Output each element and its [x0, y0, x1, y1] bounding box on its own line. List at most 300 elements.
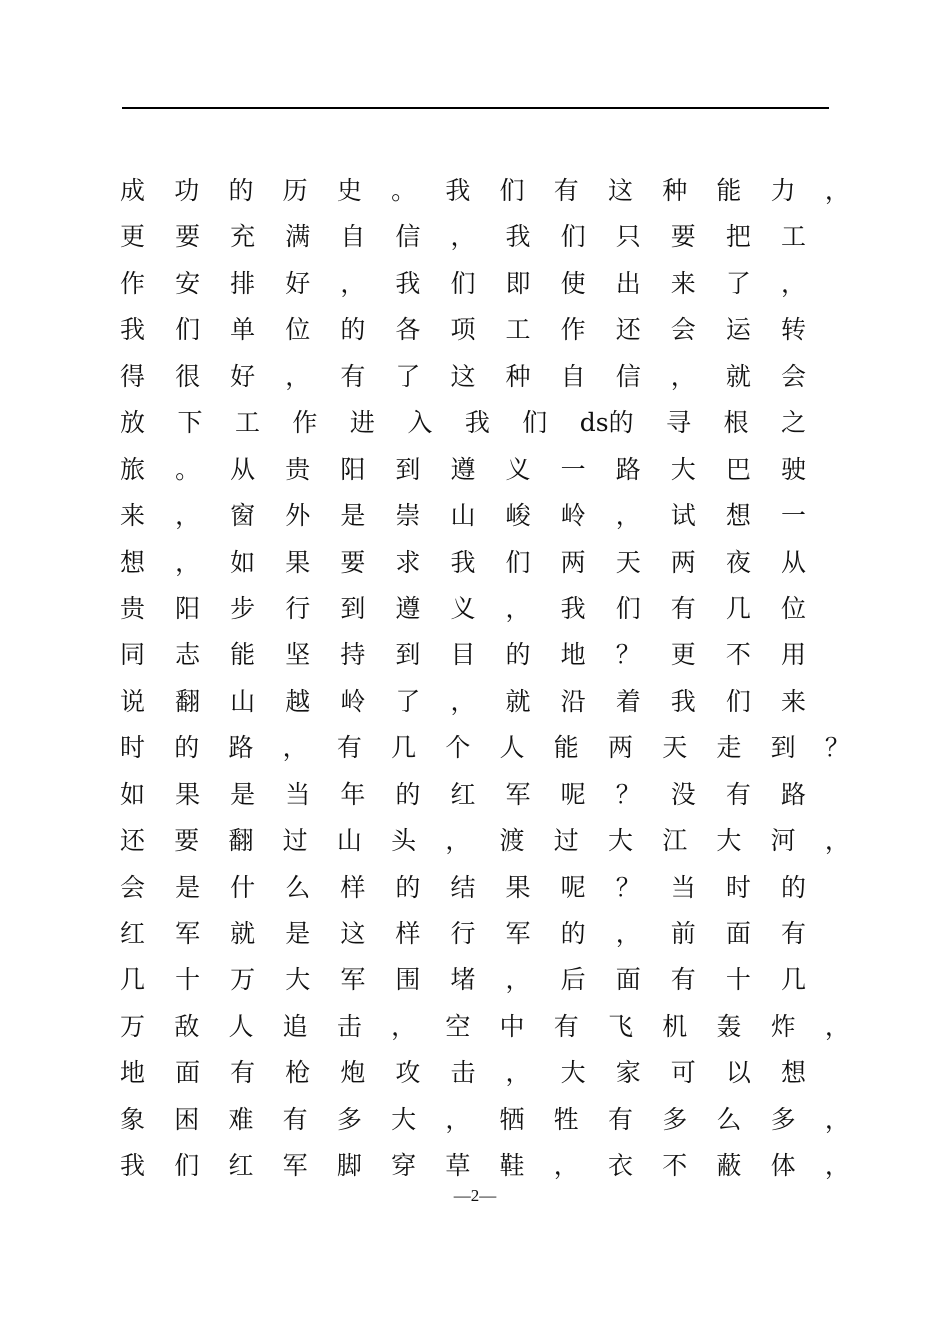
text-char: 年 — [340, 779, 366, 809]
text-char: ， — [285, 361, 311, 391]
text-char: 遵 — [450, 454, 476, 484]
text-char: 说 — [120, 686, 146, 716]
text-char: 要 — [340, 547, 366, 577]
text-char: 满 — [285, 222, 311, 252]
text-char: 更 — [120, 222, 146, 252]
page-number: —2— — [453, 1186, 497, 1205]
text-char: 位 — [780, 593, 806, 623]
text-char: 要 — [174, 826, 200, 856]
text-char: 很 — [175, 361, 201, 391]
text-char: 枪 — [285, 1058, 311, 1088]
text-char: 们 — [450, 268, 476, 298]
text-char: 红 — [450, 779, 476, 809]
text-char: 行 — [285, 593, 311, 623]
text-char: 大 — [607, 826, 633, 856]
text-char: 是 — [285, 919, 311, 948]
text-char: 轰 — [716, 1011, 742, 1041]
text-char: 呢 — [560, 779, 586, 809]
text-char: 时 — [120, 733, 146, 763]
text-char: 行 — [450, 919, 476, 948]
text-char: 渡 — [499, 826, 525, 856]
text-char: 果 — [285, 547, 311, 577]
text-char: 大 — [560, 1058, 586, 1088]
text-char: 到 — [770, 733, 796, 763]
text-char: 当 — [670, 872, 696, 902]
text-char: 几 — [391, 733, 417, 763]
text-char: 力 — [770, 176, 796, 205]
text-char: 翻 — [175, 686, 201, 716]
text-char: 们 — [615, 593, 641, 623]
text-char: 牲 — [553, 1104, 579, 1134]
text-char: 转 — [780, 315, 806, 345]
text-char: 排 — [230, 268, 256, 298]
text-char: 能 — [553, 733, 579, 763]
text-char: 炮 — [340, 1058, 366, 1088]
text-char: 充 — [230, 222, 256, 252]
text-char: 试 — [670, 501, 696, 531]
text-char: 我 — [670, 686, 696, 716]
text-char: 以 — [725, 1058, 751, 1088]
text-line — [120, 214, 806, 260]
text-char: 崇 — [395, 501, 421, 531]
text-line — [120, 447, 806, 493]
text-line — [120, 493, 806, 539]
text-char: 有 — [553, 176, 579, 205]
text-char: 使 — [560, 268, 586, 298]
text-char: 有 — [607, 1104, 633, 1134]
text-char: 体 — [770, 1151, 796, 1181]
text-char: 多 — [336, 1104, 362, 1134]
text-char: 围 — [395, 965, 421, 995]
text-line — [120, 354, 806, 400]
text-char: 有 — [780, 919, 806, 948]
text-char: 这 — [340, 919, 366, 948]
text-char: 好 — [285, 268, 311, 298]
text-char: 想 — [120, 547, 146, 577]
text-char: 成 — [120, 176, 146, 205]
text-line — [120, 911, 806, 957]
text-char: 信 — [395, 222, 421, 252]
text-char: 这 — [607, 176, 633, 205]
text-char: 不 — [662, 1151, 688, 1181]
text-char: 前 — [670, 919, 696, 948]
text-char: 之 — [780, 408, 806, 438]
text-char: 两 — [560, 547, 586, 577]
text-char: 志 — [175, 640, 201, 670]
text-char: 只 — [615, 222, 641, 252]
text-char: 我 — [505, 222, 531, 252]
text-char: 能 — [716, 176, 742, 205]
text-char: 们 — [505, 547, 531, 577]
text-char: 山 — [230, 686, 256, 716]
text-char: 没 — [670, 779, 696, 809]
text-char: 好 — [230, 361, 256, 391]
text-char: 同 — [120, 640, 146, 670]
text-char: 作 — [292, 408, 318, 438]
text-char: 越 — [285, 686, 311, 716]
text-char: 难 — [228, 1104, 254, 1134]
text-char: 会 — [780, 361, 806, 391]
text-char: 即 — [505, 268, 531, 298]
text-char: 着 — [615, 686, 641, 716]
text-char: 红 — [120, 919, 146, 948]
text-char: 困 — [174, 1104, 200, 1134]
text-char: 有 — [725, 779, 751, 809]
text-char: 要 — [175, 222, 201, 252]
text-char: 岭 — [340, 686, 366, 716]
text-char: 贵 — [285, 454, 311, 484]
text-char: 象 — [120, 1104, 146, 1134]
text-char: 么 — [285, 872, 311, 902]
text-line — [120, 168, 850, 214]
text-char: 天 — [662, 733, 688, 763]
text-char: 想 — [780, 1058, 806, 1088]
text-char: 求 — [395, 547, 421, 577]
text-char: ， — [450, 222, 476, 252]
text-line — [120, 957, 806, 1003]
text-char: 我 — [560, 593, 586, 623]
text-char: ， — [445, 1104, 471, 1134]
text-char: 的 — [560, 919, 586, 948]
text-char: 从 — [230, 454, 256, 484]
text-char: ， — [780, 268, 806, 298]
text-char: 来 — [120, 501, 146, 531]
text-char: ， — [824, 1011, 850, 1041]
text-char: 我 — [445, 176, 471, 205]
body-text — [120, 168, 850, 1190]
text-char: 地 — [560, 640, 586, 670]
text-char: 果 — [505, 872, 531, 902]
text-char: 旅 — [120, 454, 146, 484]
text-char: 几 — [120, 965, 146, 995]
text-char: 军 — [175, 919, 201, 948]
text-char: 我 — [395, 268, 421, 298]
text-line — [120, 540, 806, 586]
text-char: 脚 — [336, 1151, 362, 1181]
text-char: 入 — [407, 408, 433, 438]
text-char: 飞 — [607, 1011, 633, 1041]
text-char: 们 — [499, 176, 525, 205]
text-char: 天 — [615, 547, 641, 577]
text-char: ， — [450, 686, 476, 716]
text-char: 有 — [670, 593, 696, 623]
text-char: 遵 — [395, 593, 421, 623]
text-char: 的 — [340, 315, 366, 345]
text-char: 万 — [230, 965, 256, 995]
text-char: 山 — [450, 501, 476, 531]
text-char: 翻 — [228, 826, 254, 856]
text-char: 们 — [560, 222, 586, 252]
text-char: 万 — [120, 1011, 146, 1041]
text-char: 驶 — [780, 454, 806, 484]
text-char: 衣 — [607, 1151, 633, 1181]
text-char: 我 — [120, 315, 146, 345]
text-char: 们 — [725, 686, 751, 716]
text-char: ds的 — [579, 408, 634, 438]
text-char: 项 — [450, 315, 476, 345]
text-char: 如 — [120, 779, 146, 809]
text-char: 义 — [450, 593, 476, 623]
text-line — [120, 818, 850, 864]
text-char: 呢 — [560, 872, 586, 902]
text-char: 进 — [349, 408, 375, 438]
text-char: 了 — [725, 268, 751, 298]
text-char: 是 — [230, 779, 256, 809]
text-char: 时 — [725, 872, 751, 902]
text-char: 红 — [228, 1151, 254, 1181]
text-char: 几 — [725, 593, 751, 623]
text-char: 作 — [560, 315, 586, 345]
text-char: 果 — [175, 779, 201, 809]
text-char: 两 — [670, 547, 696, 577]
text-char: 寻 — [666, 408, 692, 438]
text-char: 军 — [282, 1151, 308, 1181]
text-char: 后 — [560, 965, 586, 995]
text-char: 十 — [175, 965, 201, 995]
text-char: 我 — [450, 547, 476, 577]
text-char: ？ — [615, 779, 641, 809]
text-char: 的 — [174, 733, 200, 763]
text-char: 堵 — [450, 965, 476, 995]
text-char: 把 — [725, 222, 751, 252]
text-char: ， — [445, 826, 471, 856]
text-char: 单 — [230, 315, 256, 345]
text-char: ， — [615, 501, 641, 531]
text-char: 机 — [662, 1011, 688, 1041]
text-char: 军 — [505, 919, 531, 948]
text-char: 人 — [499, 733, 525, 763]
text-char: ， — [505, 1058, 531, 1088]
text-char: 持 — [340, 640, 366, 670]
text-char: ， — [553, 1151, 579, 1181]
text-char: 峻 — [505, 501, 531, 531]
text-line — [120, 865, 806, 911]
text-char: 大 — [285, 965, 311, 995]
text-char: 十 — [725, 965, 751, 995]
text-char: 有 — [340, 361, 366, 391]
text-char: 头 — [391, 826, 417, 856]
text-char: 坚 — [285, 640, 311, 670]
text-line — [120, 400, 806, 446]
text-char: 的 — [395, 872, 421, 902]
text-char: 大 — [391, 1104, 417, 1134]
text-char: 夜 — [725, 547, 751, 577]
text-char: 击 — [450, 1058, 476, 1088]
text-char: 面 — [615, 965, 641, 995]
text-char: 用 — [780, 640, 806, 670]
text-char: 史 — [336, 176, 362, 205]
text-char: ， — [615, 919, 641, 948]
text-char: 的 — [228, 176, 254, 205]
text-char: 义 — [505, 454, 531, 484]
text-char: 来 — [670, 268, 696, 298]
text-char: 运 — [725, 315, 751, 345]
text-char: 到 — [340, 593, 366, 623]
text-char: 。 — [175, 454, 201, 484]
text-char: 作 — [120, 268, 146, 298]
text-char: 蔽 — [716, 1151, 742, 1181]
text-char: 信 — [615, 361, 641, 391]
text-char: 空 — [445, 1011, 471, 1041]
text-char: 们 — [174, 1151, 200, 1181]
text-char: 鞋 — [499, 1151, 525, 1181]
text-char: 样 — [340, 872, 366, 902]
text-char: 当 — [285, 779, 311, 809]
text-char: 到 — [395, 640, 421, 670]
text-char: ， — [175, 501, 201, 531]
header-rule — [122, 107, 829, 109]
text-char: 几 — [780, 965, 806, 995]
text-char: 我 — [120, 1151, 146, 1181]
text-char: 面 — [725, 919, 751, 948]
text-char: 更 — [670, 640, 696, 670]
text-char: 有 — [553, 1011, 579, 1041]
text-char: ， — [824, 1151, 850, 1181]
text-char: ？ — [615, 872, 641, 902]
text-char: 就 — [725, 361, 751, 391]
text-line — [120, 1097, 850, 1143]
text-char: 历 — [282, 176, 308, 205]
text-char: 牺 — [499, 1104, 525, 1134]
text-char: 根 — [723, 408, 749, 438]
text-char: 可 — [670, 1058, 696, 1088]
text-char: 一 — [780, 501, 806, 531]
text-line — [120, 1143, 850, 1189]
text-char: ， — [505, 965, 531, 995]
text-line — [120, 1050, 806, 1096]
text-line — [120, 725, 850, 771]
text-char: 到 — [395, 454, 421, 484]
text-char: 我 — [464, 408, 490, 438]
text-char: 阳 — [175, 593, 201, 623]
text-char: 草 — [445, 1151, 471, 1181]
text-char: 大 — [670, 454, 696, 484]
text-char: 来 — [780, 686, 806, 716]
text-char: 会 — [120, 872, 146, 902]
text-char: 工 — [234, 408, 260, 438]
text-char: 江 — [662, 826, 688, 856]
text-line — [120, 586, 806, 632]
text-char: 贵 — [120, 593, 146, 623]
text-char: 了 — [395, 686, 421, 716]
text-char: 多 — [662, 1104, 688, 1134]
text-char: 多 — [770, 1104, 796, 1134]
text-char: 位 — [285, 315, 311, 345]
text-char: 家 — [615, 1058, 641, 1088]
text-line — [120, 632, 806, 678]
text-char: 安 — [175, 268, 201, 298]
text-char: 的 — [505, 640, 531, 670]
text-char: 巴 — [725, 454, 751, 484]
text-char: 目 — [450, 640, 476, 670]
text-char: 路 — [615, 454, 641, 484]
text-char: 结 — [450, 872, 476, 902]
text-line — [120, 679, 806, 725]
text-char: ， — [175, 547, 201, 577]
text-char: ， — [824, 1104, 850, 1134]
text-char: 过 — [282, 826, 308, 856]
text-char: 有 — [230, 1058, 256, 1088]
text-char: 要 — [670, 222, 696, 252]
text-char: 想 — [725, 501, 751, 531]
text-char: 工 — [505, 315, 531, 345]
text-char: 还 — [615, 315, 641, 345]
text-char: 么 — [716, 1104, 742, 1134]
text-char: 种 — [662, 176, 688, 205]
text-char: 能 — [230, 640, 256, 670]
text-char: ？ — [615, 640, 641, 670]
text-char: 什 — [230, 872, 256, 902]
text-char: 样 — [395, 919, 421, 948]
text-char: 两 — [607, 733, 633, 763]
text-char: 还 — [120, 826, 146, 856]
text-char: 中 — [499, 1011, 525, 1041]
text-char: 自 — [340, 222, 366, 252]
text-char: ， — [282, 733, 308, 763]
text-char: 放 — [120, 408, 146, 438]
text-char: 自 — [560, 361, 586, 391]
text-char: 就 — [230, 919, 256, 948]
text-char: 有 — [336, 733, 362, 763]
text-char: 追 — [282, 1011, 308, 1041]
text-char: 的 — [395, 779, 421, 809]
text-char: 军 — [505, 779, 531, 809]
text-char: 了 — [395, 361, 421, 391]
text-char: 外 — [285, 501, 311, 531]
text-char: 如 — [230, 547, 256, 577]
text-line — [120, 307, 806, 353]
text-char: 功 — [174, 176, 200, 205]
text-char: 炸 — [770, 1011, 796, 1041]
text-char: 大 — [716, 826, 742, 856]
text-line — [120, 1004, 850, 1050]
text-char: 攻 — [395, 1058, 421, 1088]
text-char: 会 — [670, 315, 696, 345]
text-char: 就 — [505, 686, 531, 716]
text-char: 步 — [230, 593, 256, 623]
text-char: 各 — [395, 315, 421, 345]
text-char: 种 — [505, 361, 531, 391]
text-char: 击 — [336, 1011, 362, 1041]
text-char: 阳 — [340, 454, 366, 484]
text-char: 是 — [175, 872, 201, 902]
text-char: 有 — [670, 965, 696, 995]
text-char: 的 — [780, 872, 806, 902]
text-char: 河 — [770, 826, 796, 856]
text-char: ？ — [824, 733, 850, 763]
text-char: 这 — [450, 361, 476, 391]
text-char: 出 — [615, 268, 641, 298]
text-char: 有 — [282, 1104, 308, 1134]
text-char: 过 — [553, 826, 579, 856]
text-char: 得 — [120, 361, 146, 391]
text-char: 军 — [340, 965, 366, 995]
text-char: 路 — [780, 779, 806, 809]
text-char: 岭 — [560, 501, 586, 531]
text-char: ， — [824, 176, 850, 205]
text-char: 。 — [391, 176, 417, 205]
text-char: 是 — [340, 501, 366, 531]
text-char: 面 — [175, 1058, 201, 1088]
text-line — [120, 261, 806, 307]
text-char: ， — [340, 268, 366, 298]
text-char: 从 — [780, 547, 806, 577]
text-char: 敌 — [174, 1011, 200, 1041]
text-char: 走 — [716, 733, 742, 763]
text-line — [120, 772, 806, 818]
text-char: 不 — [725, 640, 751, 670]
text-char: 窗 — [230, 501, 256, 531]
